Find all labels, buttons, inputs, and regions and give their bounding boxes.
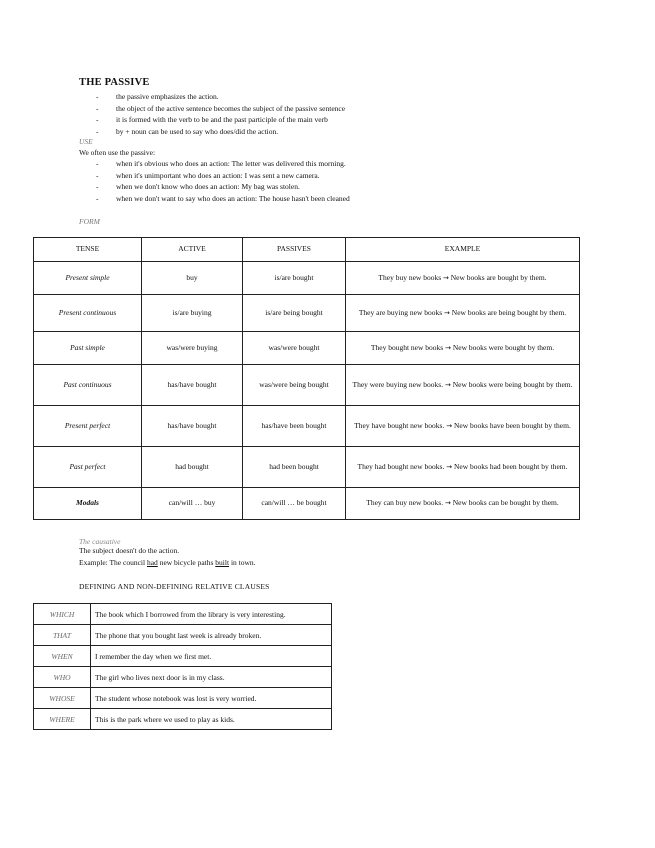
passive-cell: was/were being bought <box>243 365 346 406</box>
arrow-icon: → <box>444 380 451 389</box>
passive-cell: can/will … be bought <box>243 488 346 520</box>
list-item: - when it's unimportant who does an action: I was sent a new camera. <box>96 170 320 180</box>
causative-example: Example: The council had new bicycle paths built in town. <box>79 558 256 567</box>
table-row <box>34 365 580 406</box>
table-row <box>34 709 332 730</box>
intro-list <box>96 91 346 137</box>
tense-cell: Present perfect <box>34 406 142 447</box>
table-row <box>34 625 332 646</box>
header-passives: PASSIVES <box>243 238 346 262</box>
example-cell: They have bought new books. → New books have been bought by them. <box>346 406 580 447</box>
active-cell: can/will … buy <box>142 488 243 520</box>
tense-cell: Past continuous <box>34 365 142 406</box>
relative-table <box>33 603 332 730</box>
form-label: FORM <box>79 217 100 226</box>
relative-clauses-title: DEFINING AND NON-DEFINING RELATIVE CLAUSES <box>79 582 270 591</box>
example-cell: They were buying new books. → New books were being bought by them. <box>346 365 580 406</box>
arrow-icon: → <box>444 499 451 508</box>
tense-cell: Present continuous <box>34 295 142 332</box>
header-example: EXAMPLE <box>346 238 580 262</box>
table-row <box>34 447 580 488</box>
relative-word: WHICH <box>34 604 91 625</box>
use-intro: We often use the passive: <box>79 148 156 157</box>
list-item: - by + noun can be used to say who does/did the action. <box>96 126 279 136</box>
table-row <box>34 667 332 688</box>
tense-cell: Past perfect <box>34 447 142 488</box>
causative-description: The subject doesn't do the action. <box>79 546 180 555</box>
relative-word: WHOSE <box>34 688 91 709</box>
relative-word: THAT <box>34 625 91 646</box>
table-row <box>34 604 332 625</box>
list-item: - when it's obvious who does an action: The letter was delivered this morning. <box>96 159 346 168</box>
tense-cell: Present simple <box>34 262 142 295</box>
passive-cell: is/are bought <box>243 262 346 295</box>
list-item: - when we don't know who does an action: My bag was stolen. <box>96 182 300 191</box>
active-cell: is/are buying <box>142 295 243 332</box>
relative-example: The student whose notebook was lost is very worried. <box>91 688 332 709</box>
example-cell: They had bought new books. → New books had been bought by them. <box>346 447 580 488</box>
table-row <box>34 262 580 295</box>
passive-cell: is/are being bought <box>243 295 346 332</box>
active-cell: buy <box>142 262 243 295</box>
header-tense: TENSE <box>34 238 142 262</box>
tense-table <box>33 237 580 520</box>
list-item: - the object of the active sentence becomes the subject of the passive sentence <box>96 103 346 113</box>
example-cell: They can buy new books. → New books can be bought by them. <box>346 488 580 520</box>
active-cell: has/have bought <box>142 365 243 406</box>
table-row <box>34 295 580 332</box>
tense-cell: Past simple <box>34 332 142 365</box>
relative-example: This is the park where we used to play as kids. <box>91 709 332 730</box>
table-row <box>34 332 580 365</box>
passive-cell: has/have been bought <box>243 406 346 447</box>
relative-example: I remember the day when we first met. <box>91 646 332 667</box>
arrow-icon: → <box>446 462 453 471</box>
arrow-icon: → <box>443 273 449 282</box>
relative-word: WHERE <box>34 709 91 730</box>
example-cell: They buy new books → New books are bought by them. <box>346 262 580 295</box>
example-cell: They bought new books → New books were bought by them. <box>346 332 580 365</box>
list-item: - it is formed with the verb to be and the past participle of the main verb <box>96 115 328 124</box>
arrow-icon: → <box>445 343 451 352</box>
arrow-icon: → <box>444 308 450 317</box>
list-item: - when we don't want to say who does an action: The house hasn't been cleaned <box>96 193 350 203</box>
relative-example: The book which I borrowed from the library is very interesting. <box>91 604 332 625</box>
relative-example: The phone that you bought last week is already broken. <box>91 625 332 646</box>
list-item: - the passive emphasizes the action. <box>96 92 219 101</box>
causative-label: The causative <box>79 537 121 546</box>
table-row <box>34 688 332 709</box>
page-title: THE PASSIVE <box>79 77 150 88</box>
active-cell: was/were buying <box>142 332 243 365</box>
table-row <box>34 488 580 520</box>
relative-example: The girl who lives next door is in my class. <box>91 667 332 688</box>
example-cell: They are buying new books → New books are being bought by them. <box>346 295 580 332</box>
active-cell: had bought <box>142 447 243 488</box>
relative-word: WHO <box>34 667 91 688</box>
table-row <box>34 406 580 447</box>
use-list <box>96 158 350 204</box>
table-header-row <box>34 238 580 262</box>
passive-cell: had been bought <box>243 447 346 488</box>
relative-word: WHEN <box>34 646 91 667</box>
active-cell: has/have bought <box>142 406 243 447</box>
table-row <box>34 646 332 667</box>
passive-cell: was/were bought <box>243 332 346 365</box>
use-label: USE <box>79 137 93 146</box>
arrow-icon: → <box>446 421 453 430</box>
tense-cell: Modals <box>34 488 142 520</box>
header-active: ACTIVE <box>142 238 243 262</box>
